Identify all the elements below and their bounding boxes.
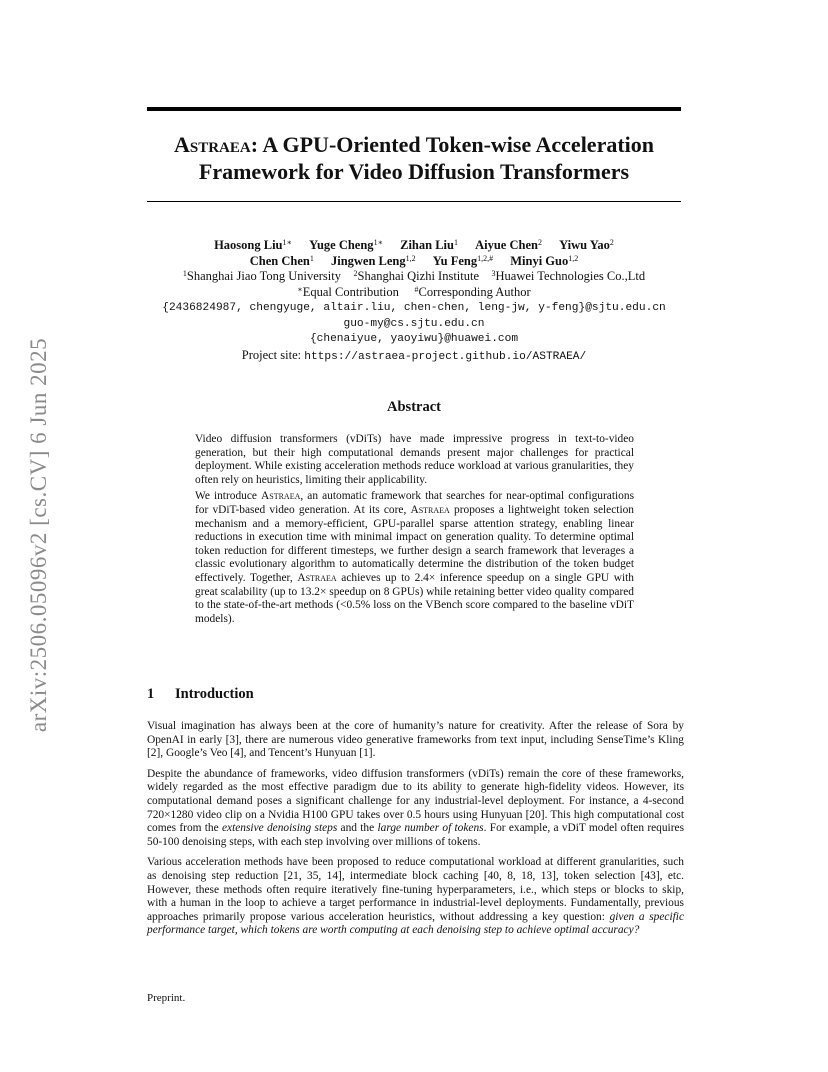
paper-title [120,131,708,185]
abstract-heading: Abstract [387,399,441,415]
author: Yu Feng$^{1,2,\#}$ [432,253,494,268]
email-line: guo-my@cs.sjtu.edu.cn [343,317,485,330]
author: Zihan Liu$^1$ [400,238,458,252]
section-number: 1 [147,686,155,702]
author: Yuge Cheng$^{1∗}$ [309,238,383,252]
body-paragraph: Various acceleration methods have been proposed to reduce computational workload at different granularities, such as denoising step reduction [21, 35, 14], intermediate block caching [40, 8, 18, 13], token selection [43], etc. However, these methods often require iteratively fine-tuning hyperparameters, i.e., which steps or blocks to skip, with a human in the loop to achieve a target performance in industrial-level deployments. Fundamentally, previous approaches primarily propose various acceleration heuristics, without addressing a key question: given a specific performance target, which tokens are worth computing at each denoising step to achieve optimal accuracy? [147,856,684,937]
title-line1-rest: : A GPU-Oriented Token-wise Acceleration [250,132,655,157]
body-paragraph: Visual imagination has always been at the core of humanity’s nature for creativity. After the release of Sora by OpenAI in early [3], there are numerous video generative frameworks from text input, including SenseTime’s Kling [2], Google’s Veo [4], and Tencent’s Hunyuan [1]. [147,720,684,760]
introduction-body [147,720,684,945]
title-top-rule [147,107,681,111]
author: Aiyue Chen$^2$ [475,238,542,252]
framework-name: Astraea [173,132,251,157]
author: Minyi Guo$^{1,2}$ [510,253,579,268]
project-site: Project site: https://astraea-project.github.io/ASTRAEA/ [241,347,587,363]
author-names-row1 [120,238,708,254]
section-title: Introduction [175,686,254,702]
arxiv-identifier: arXiv:2506.05096v2 [cs.CV] 6 Jun 2025 [26,337,51,733]
preprint-footer: Preprint. [147,992,186,1004]
project-url-link[interactable]: https://astraea-project.github.io/ASTRAEA/ [304,350,587,363]
author: Yiwu Yao$^2$ [559,238,614,252]
abstract-paragraph: We introduce Astraea, an automatic framework that searches for near-optimal configurations for vDiT-based video generation. At its core, Astraea proposes a lightweight token selection mechanism and a memory-efficient, GPU-parallel sparse attention strategy, enabling linear reductions in execution time with minimal impact on generation quality. To determine optimal token reduction for different timesteps, we further design a search framework that leverages a classic evolutionary algorithm to automatically determine the distribution of the token budget effectively. Together, Astraea achieves up to 2.4× inference speedup on a single GPU with great scalability (up to 13.2× speedup on 8 GPUs) while retaining better video quality compared to the state-of-the-art methods (<0.5% loss on the VBench score compared to the baseline vDiT models). [195,490,634,625]
abstract-body [195,433,634,629]
author: Jingwen Leng$^{1,2}$ [330,253,416,268]
email-line: {2436824987, chengyuge, altair.liu, chen-chen, leng-jw, y-feng}@sjtu.edu.cn [162,301,666,314]
section-heading-introduction [147,686,254,703]
author: Chen Chen$^1$ [249,253,314,268]
body-paragraph: Despite the abundance of frameworks, video diffusion transformers (vDiTs) remain the core of these frameworks, widely regarded as the most effective paradigm due to its ability to generate high-fidelity videos. However, its computational demand poses a significant challenge for any industrial-level deployment. For instance, a 4-second 720×1280 video clip on a Nvidia H100 GPU takes over 0.5 hours using Hunyuan [20]. This high computational cost comes from the extensive denoising steps and the large number of tokens. For example, a vDiT model often requires 50-100 denoising steps, with each step involving over millions of tokens. [147,767,685,848]
author-names-row2 [120,254,708,270]
title-bottom-rule [147,201,681,202]
email-line: {chenaiyue, yaoyiwu}@huawei.com [309,333,519,346]
author: Haosong Liu$^{1∗}$ [214,238,292,252]
abstract-paragraph: Video diffusion transformers (vDiTs) have made impressive progress in text-to-video generation, but their high computational demands present major challenges for practical deployment. While existing acceleration methods reduce workload at various granularities, they often rely on heuristics, limiting their applicability. [195,433,634,486]
title-line2: Framework for Video Diffusion Transformers [198,159,630,184]
affiliations: $^1$Shanghai Jiao Tong University $^2$Shanghai Qizhi Institute $^3$Huawei Technologies Co.,Ltd [182,269,646,284]
author-block [120,238,708,366]
arxiv-sidebar [24,300,54,770]
contribution-notes: ∗Equal Contribution #Corresponding Author [297,285,531,300]
